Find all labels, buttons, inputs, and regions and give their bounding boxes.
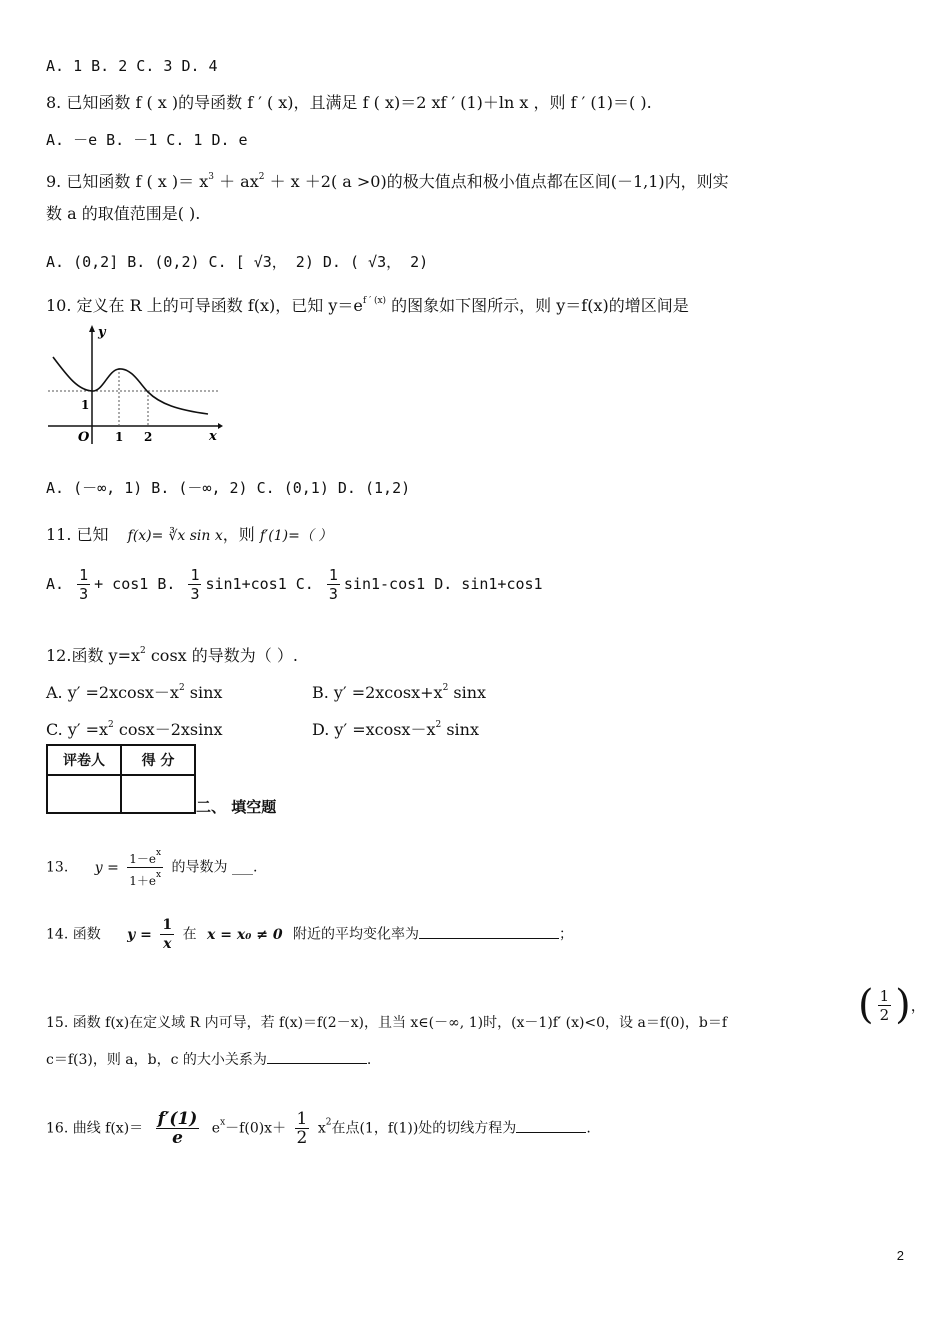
q12-opt-a-text: A. y′ =2xcosx－x — [46, 683, 179, 702]
reviewer-cell — [47, 775, 121, 813]
q14-condition: x = x₀ ≠ 0 — [207, 926, 283, 943]
q13-fraction — [127, 846, 163, 889]
q12-opt-b — [312, 677, 486, 704]
q9-stem-c: ＋ x ＋2( a >0)的极大值点和极小值点都在区间(－1,1)内，则实 — [269, 172, 729, 191]
q15-fraction — [878, 987, 892, 1024]
q13 — [46, 846, 257, 889]
frac-num: 1 — [328, 566, 338, 584]
q15-line1 — [46, 1012, 727, 1034]
curve — [53, 357, 208, 414]
q13-tail: 的导数为 ___. — [171, 859, 258, 876]
y-tick-label: 1 — [81, 398, 90, 412]
q14-tail: 附近的平均变化率为 — [293, 926, 420, 943]
sup: 2 — [435, 720, 442, 730]
q13-den-text: 1＋e — [129, 874, 157, 888]
q9-stem-b: ＋ ax — [219, 172, 259, 191]
q11-mid: ，则 — [222, 525, 255, 544]
score-header: 得 分 — [121, 745, 195, 775]
q14-fraction — [160, 916, 174, 953]
x-tick-label-1: 1 — [115, 430, 124, 444]
frac-den: 3 — [190, 585, 200, 603]
q12-stem — [46, 640, 298, 667]
q15-text: 15. 函数 f(x)在定义域 R 内可导，若 f(x)＝f(2－x)，且当 x∈(－∞, 1)时，(x－1)f′ (x)<0，设 a＝f(0)，b＝f — [46, 1015, 728, 1031]
sup: x — [156, 870, 162, 880]
q16 — [46, 1110, 591, 1147]
page-number: 2 — [896, 1248, 904, 1263]
q12-opt-a — [46, 677, 222, 704]
frac-num: f′(1) — [157, 1109, 198, 1129]
q12-opt-d-text: D. y′ =xcosx－x — [312, 720, 436, 739]
frac-den: 2 — [879, 1005, 890, 1024]
sup: 2 — [442, 683, 449, 693]
x-label: x — [209, 429, 217, 444]
q13-number: 13. — [46, 859, 69, 876]
q14-end: ； — [559, 926, 574, 943]
q15-paren-fraction — [858, 982, 926, 1028]
q12-opt-b-tail: sinx — [453, 683, 487, 702]
q15-line2 — [46, 1049, 371, 1071]
q14-y: y = — [127, 926, 152, 943]
q11-opt-c: sin1-cos1 D. sin1+cos1 — [343, 575, 543, 593]
frac-num: 1 — [190, 566, 200, 584]
q11-fp: f′(1)=（ ） — [259, 528, 333, 544]
score-table — [46, 744, 196, 814]
q10-options: A. (－∞, 1) B. (－∞, 2) C. (0,1) D. (1,2) — [46, 479, 411, 497]
q9-stem — [46, 166, 729, 193]
origin-label: O — [78, 430, 90, 445]
sup: 2 — [178, 683, 185, 693]
q9-stem-a: 9. 已知函数 f ( x )＝ x — [46, 172, 209, 191]
section-title: 二、 填空题 — [196, 798, 277, 816]
q13-y: y = — [94, 859, 119, 876]
q12-opt-a-tail: sinx — [189, 683, 223, 702]
x-axis-arrow — [218, 423, 223, 429]
q16-mid: －f(0)x＋ — [225, 1120, 287, 1137]
q11-opt-prefix: A. — [46, 575, 65, 593]
q15-answer-blank[interactable] — [267, 1063, 367, 1064]
frac-num: 1 — [162, 917, 173, 933]
q14-pre: 14. 函数 — [46, 926, 101, 943]
q12-opt-c — [46, 714, 223, 741]
q11-options — [46, 566, 543, 603]
q11-frac-c — [327, 566, 340, 603]
q12-opt-c-tail: cosx－2xsinx — [118, 720, 223, 739]
q16-e: e — [211, 1120, 221, 1137]
q16-tail: 在点(1，f(1))处的切线方程为 — [331, 1120, 517, 1137]
q12-opt-d-tail: sinx — [446, 720, 479, 739]
reviewer-header: 评卷人 — [47, 745, 121, 775]
q15-comma: ， — [910, 996, 926, 1015]
q16-x: x — [317, 1120, 326, 1137]
frac-den: x — [163, 936, 172, 952]
sup: x — [220, 1117, 226, 1128]
q11-frac-a — [77, 566, 90, 603]
q11-stem — [46, 524, 332, 547]
sup: 2 — [140, 646, 146, 656]
q10-stem-a: 10. 定义在 R 上的可导函数 f(x)，已知 y＝e — [46, 296, 363, 315]
q14 — [46, 916, 573, 953]
q7-options: A. 1 B. 2 C. 3 D. 4 — [46, 57, 218, 75]
q12-opt-c-text: C. y′ =x — [46, 720, 109, 739]
q16-end: . — [586, 1120, 591, 1137]
q16-frac1 — [156, 1110, 200, 1147]
q12-stem-a: 12.函数 y=x — [46, 646, 141, 665]
x-tick-label-2: 2 — [144, 430, 153, 444]
frac-den: e — [172, 1128, 183, 1148]
y-axis-arrow — [89, 325, 95, 332]
paren-open: ( — [858, 982, 874, 1028]
q16-frac2 — [295, 1110, 310, 1147]
q10-stem-b: 的图象如下图所示，则 y＝f(x)的增区间是 — [391, 296, 689, 315]
frac-num: 1 — [79, 566, 89, 584]
q15-line2-text: c＝f(3)，则 a，b，c 的大小关系为 — [46, 1052, 267, 1068]
q9-options: A. (0,2] B. (0,2) C. [ √3， 2) D. ( √3， 2) — [46, 253, 429, 271]
sup: 2 — [108, 720, 114, 730]
q11-opt-b: sin1+cos1 C. — [205, 575, 314, 593]
frac-num: 1 — [879, 986, 890, 1005]
q11-rhs: ∛x sin x — [168, 528, 223, 544]
q9-sup2: 2 — [258, 172, 265, 182]
frac-den: 2 — [296, 1128, 308, 1148]
frac-num: 1 — [296, 1109, 308, 1129]
q11-opt-a: + cos1 B. — [94, 575, 176, 593]
frac-den: 3 — [328, 585, 338, 603]
score-cell — [121, 775, 195, 813]
q16-pre: 16. 曲线 f(x)＝ — [46, 1120, 144, 1137]
q15-end: . — [366, 1052, 372, 1068]
q16-answer-blank[interactable] — [516, 1132, 586, 1133]
q14-answer-blank[interactable] — [419, 938, 559, 939]
q8-options: A. －e B. －1 C. 1 D. e — [46, 131, 248, 149]
q13-num-text: 1－e — [129, 852, 157, 866]
q10-stem — [46, 290, 689, 317]
sup: 2 — [325, 1117, 332, 1128]
q11-fx: f(x)= — [127, 528, 164, 544]
q12-opt-b-text: B. y′ =2xcosx+x — [312, 683, 443, 702]
q12-stem-b: cosx 的导数为（ ）. — [150, 646, 298, 665]
y-label: y — [98, 325, 106, 340]
q12-opt-d — [312, 714, 479, 741]
q11-frac-b — [188, 566, 201, 603]
q10-graph — [48, 322, 223, 450]
sup: x — [156, 848, 162, 858]
q13-frac-num — [127, 846, 163, 868]
frac-den: 3 — [79, 585, 89, 603]
q11-stem-a: 11. 已知 — [46, 525, 109, 544]
paren-close: ) — [895, 982, 911, 1028]
q14-at: 在 — [182, 926, 197, 943]
q8-stem: 8. 已知函数 f ( x )的导函数 f ′ ( x)，且满足 f ( x)＝2 xf ′ (1)＋ln x ，则 f ′ (1)＝( ). — [46, 93, 652, 112]
q10-stem-sup: f ′ (x) — [362, 296, 387, 306]
q9-sup3: 3 — [208, 172, 214, 182]
q13-frac-den — [127, 868, 163, 889]
q9-stem-line2: 数 a 的取值范围是( ). — [46, 204, 201, 223]
